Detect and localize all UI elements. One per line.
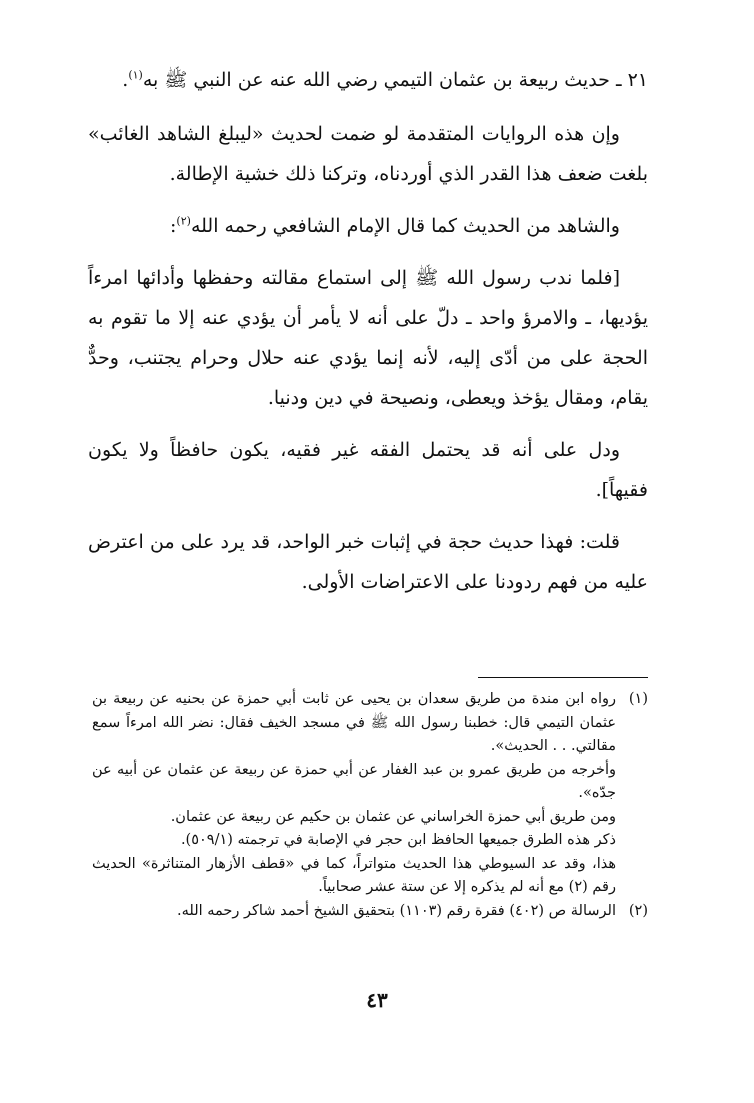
page-number: ٤٣ <box>366 988 388 1012</box>
footnote-1-line-3 <box>92 806 648 830</box>
footnote-2-number: (٢) <box>628 902 648 919</box>
hadith-heading-end: . <box>122 69 129 91</box>
paragraph-2 <box>88 206 648 246</box>
footnote-1-line-5 <box>92 853 648 900</box>
paragraph-3: قلت: فهذا حديث حجة في إثبات خبر الواحد، قد يرد على من اعترض عليه من فهم ردودنا على الاعتراضات الأولى. <box>88 531 648 593</box>
paragraph-2-text: والشاهد من الحديث كما قال الإمام الشافعي رحمه الله <box>190 215 620 237</box>
quote-paragraph-1: [فلما ندب رسول الله ﷺ إلى استماع مقالته وحفظها وأدائها امرءاً يؤديها، ـ والامرؤ واحد ـ دلّ على أنه لا يأمر أن يؤدي عنه إلا ما تقوم به الحجة على من أدّى إليه، لأنه إنما يؤدي عنه حلال وحرام يجتنب، وحدٌّ يقام، ومقال يؤخذ ويعطى، ونصيحة في دين ودنيا. <box>88 267 648 409</box>
footnote-1-text: رواه ابن مندة من طريق سعدان بن يحيى عن ثابت أبي حمزة عن بحنيه عن ربيعة بن عثمان التيمي قال: خطبنا رسول الله ﷺ في مسجد الخيف فقال: نضر الله امرءاً سمع مقالتي. . . الحديث». <box>92 691 616 754</box>
paragraph-1: وإن هذه الروايات المتقدمة لو ضمت لحديث «ليبلغ الشاهد الغائب» بلغت ضعف هذا القدر الذي أوردناه، وتركنا ذلك خشية الإطالة. <box>88 123 648 185</box>
footnote-ref-2[interactable]: (٢) <box>176 214 191 228</box>
footnote-1 <box>92 688 648 759</box>
footnote-2 <box>92 900 648 924</box>
footnote-1-line-5-text: هذا، وقد عد السيوطي هذا الحديث متواتراً، كما في «قطف الأزهار المتناثرة» الحديث رقم (٢) مع أنه لم يذكره إلا عن ستة عشر صحابياً. <box>92 855 616 895</box>
footnote-1-number: (١) <box>628 691 648 707</box>
footnote-1-line-3-text: ومن طريق أبي حمزة الخراساني عن عثمان بن حكيم عن ربيعة عن عثمان. <box>170 808 616 825</box>
footnotes-section <box>92 688 648 923</box>
hadith-heading-text: ٢١ ـ حديث ربيعة بن عثمان التيمي رضي الله عنه عن النبي ﷺ به <box>142 69 648 91</box>
footnote-1-line-4 <box>92 829 648 853</box>
footnote-ref-1[interactable]: (١) <box>128 68 143 82</box>
footnote-divider <box>478 677 648 678</box>
footnote-1-line-2 <box>92 759 648 806</box>
footnote-1-line-4-text: ذكر هذه الطرق جميعها الحافظ ابن حجر في الإصابة في ترجمته (٥٠٩/١). <box>180 832 616 848</box>
hadith-heading <box>88 60 648 100</box>
footnote-2-text: الرسالة ص (٤٠٢) فقرة رقم (١١٠٣) بتحقيق الشيخ أحمد شاكر رحمه الله. <box>177 902 616 919</box>
footnote-1-line-2-text: وأخرجه من طريق عمرو بن عبد الغفار عن أبي حمزة عن ربيعة عن عثمان عن أبيه عن جدّه». <box>92 761 616 801</box>
paragraph-2-end: : <box>170 215 177 237</box>
quote-paragraph-2: ودل على أنه قد يحتمل الفقه غير فقيه، يكون حافظاً ولا يكون فقيهاً]. <box>88 439 648 501</box>
main-text <box>88 60 648 614</box>
